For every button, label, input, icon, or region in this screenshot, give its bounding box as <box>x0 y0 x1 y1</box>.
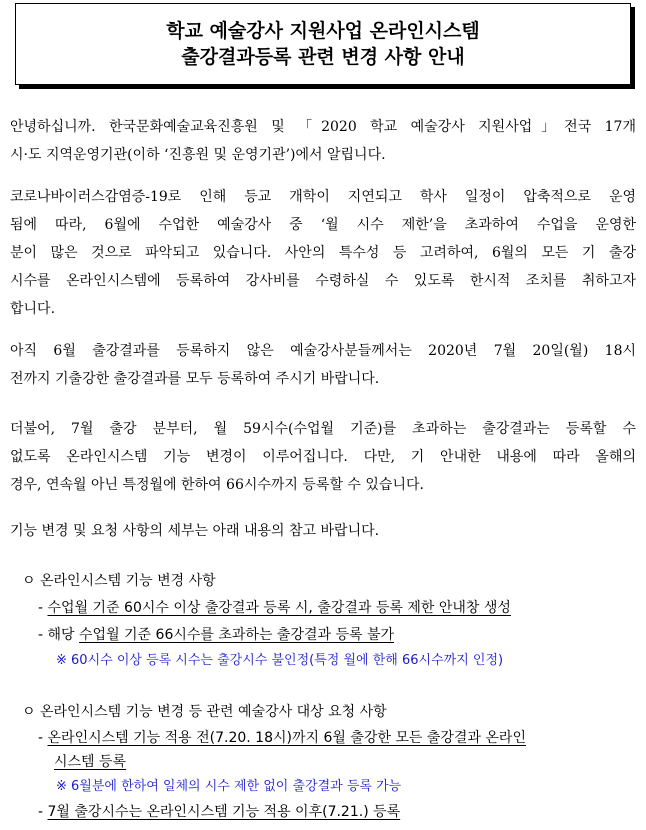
paragraph-line: 없도록 온라인시스템 기능 변경이 이루어집니다. 다만, 기 안내한 내용에 따라 올해의 <box>10 449 636 465</box>
paragraph-july-change <box>10 415 636 499</box>
list-item-text: 수업월 기준 66시수를 초과하는 출강결과 등록 불가 <box>79 627 395 643</box>
paragraph-refer <box>10 517 636 545</box>
list-item-limit-popup <box>38 594 638 622</box>
title-box <box>15 3 631 85</box>
list-item-text: 7월 출강시수는 온라인시스템 기능 적용 이후(7.21.) 등록 <box>47 804 401 820</box>
title-line-1: 학교 예술강사 지원사업 온라인시스템 <box>166 20 480 42</box>
paragraph-line: 시·도 지역운영기관(이하 ‘진흥원 및 운영기관’)에서 알립니다. <box>10 147 386 163</box>
section-heading-system-changes: ㅇ 온라인시스템 기능 변경 사항 <box>22 573 216 589</box>
paragraph-line: 합니다. <box>10 301 56 317</box>
list-item-june-registration-cont <box>54 748 646 776</box>
paragraph-line: 경우, 연속월 아닌 특정월에 한하여 66시수까지 등록할 수 있습니다. <box>10 477 424 493</box>
paragraph-greeting <box>10 113 636 169</box>
paragraph-line: 아직 6월 출강결과를 등록하지 않은 예술강사분들께서는 2020년 7월 20일(월) 18시 <box>10 343 636 359</box>
list-item-prefix: - <box>38 600 48 616</box>
note-hours-recognition: ※ 60시수 이상 등록 시수는 출강시수 불인정(특정 월에 한해 66시수까지 인정) <box>56 653 504 668</box>
list-item-registration-block <box>38 621 638 649</box>
list-item-prefix: - 해당 <box>38 627 80 643</box>
list-item-prefix: - <box>38 730 48 746</box>
paragraph-line: 분이 많은 것으로 파악되고 있습니다. 사안의 특수성 등 고려하여, 6월의 모든 기 출강 <box>10 245 636 261</box>
list-item-text: 수업월 기준 60시수 이상 출강결과 등록 시, 출강결과 등록 제한 안내창 생성 <box>47 600 511 616</box>
list-item-prefix: - <box>38 804 48 820</box>
list-item-text: 온라인시스템 기능 적용 전(7.20. 18시)까지 6월 출강한 모든 출강결과 온라인 <box>47 730 526 746</box>
list-item-july-registration <box>38 798 638 826</box>
section-heading-requests: ㅇ 온라인시스템 기능 변경 등 관련 예술강사 대상 요청 사항 <box>22 704 387 720</box>
paragraph-line: 됨에 따라, 6월에 수업한 예술강사 중 ‘월 시수 제한’을 초과하여 수업을 운영한 <box>10 217 636 233</box>
paragraph-line: 코로나바이러스감염증-19로 인해 등교 개학이 지연되고 학사 일정이 압축적으로 운영 <box>10 189 636 205</box>
paragraph-line: 더불어, 7월 출강 분부터, 월 59시수(수업월 기준)를 초과하는 출강결과는 등록할 수 <box>10 421 636 437</box>
list-item-text: 시스템 등록 <box>54 754 127 770</box>
paragraph-line: 기능 변경 및 요청 사항의 세부는 아래 내용의 참고 바랍니다. <box>10 523 380 539</box>
paragraph-covid <box>10 183 636 323</box>
title-line-2: 출강결과등록 관련 변경 사항 안내 <box>181 46 465 68</box>
note-june-unlimited: ※ 6월분에 한하여 일체의 시수 제한 없이 출강결과 등록 가능 <box>56 779 402 794</box>
paragraph-line: 시수를 온라인시스템에 등록하여 강사비를 수령하실 수 있도록 한시적 조치를 취하고자 <box>10 273 636 289</box>
paragraph-line: 전까지 기출강한 출강결과를 모두 등록하여 주시기 바랍니다. <box>10 371 380 387</box>
paragraph-deadline <box>10 337 636 393</box>
paragraph-line: 안녕하십니까. 한국문화예술교육진흥원 및 「2020 학교 예술강사 지원사업」전국 17개 <box>10 119 636 135</box>
